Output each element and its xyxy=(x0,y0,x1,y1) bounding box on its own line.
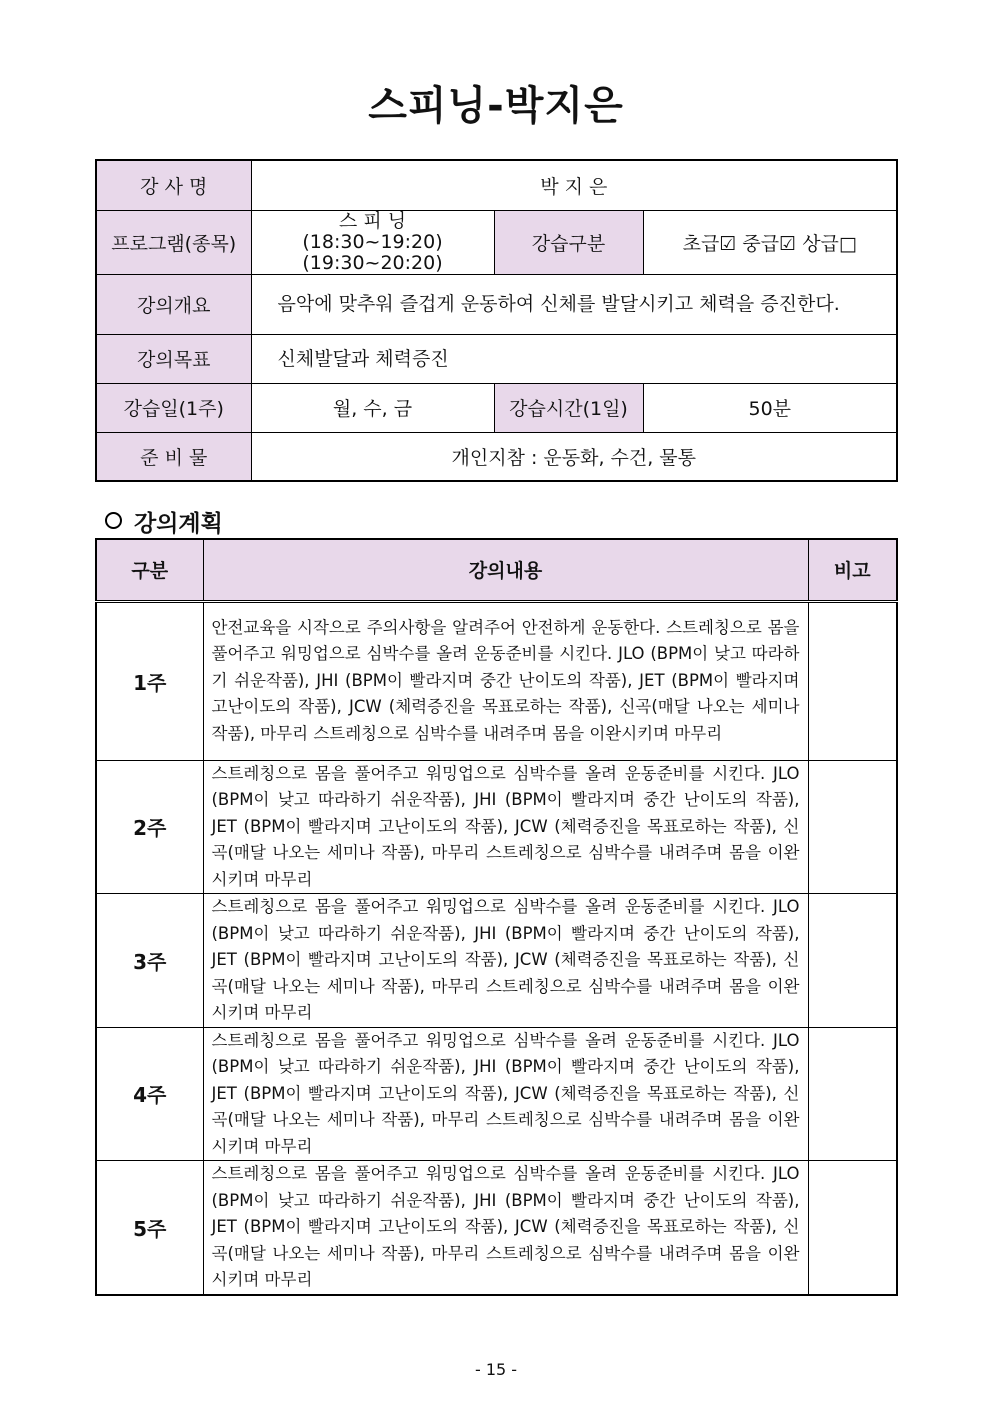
header-content: 강의내용 xyxy=(203,539,808,601)
lecture-plan-table xyxy=(95,538,898,1296)
goal-value: 신체발달과 체력증진 xyxy=(251,334,897,383)
level-value: 초급☑ 중급☑ 상급□ xyxy=(643,210,897,274)
program-name: 스 피 닝 xyxy=(338,209,407,232)
content-cell: 스트레칭으로 몸을 풀어주고 워밍업으로 심박수를 올려 운동준비를 시킨다. JLO (BPM이 낮고 따라하기 쉬운작품), JHI (BPM이 빨라지며 중간 난이도의 작품), JET (BPM이 빨라지며 고난이도의 작품), JCW (체력증진을 목표로하는 작품), 신곡(매달 나오는 세미나 작품), 마무리 스트레칭으로 심박수를 내려주며 몸을 이완시키며 마무리 xyxy=(203,1161,808,1295)
program-time-2: (19:30~20:20) xyxy=(302,251,443,274)
overview-label: 강의개요 xyxy=(96,274,251,334)
time-value: 50분 xyxy=(643,383,897,432)
note-cell xyxy=(808,1161,897,1295)
table-row xyxy=(96,1027,897,1161)
goal-label: 강의목표 xyxy=(96,334,251,383)
content-cell: 스트레칭으로 몸을 풀어주고 워밍업으로 심박수를 올려 운동준비를 시킨다. JLO (BPM이 낮고 따라하기 쉬운작품), JHI (BPM이 빨라지며 중간 난이도의 작품), JET (BPM이 빨라지며 고난이도의 작품), JCW (체력증진을 목표로하는 작품), 신곡(매달 나오는 세미나 작품), 마무리 스트레칭으로 심박수를 내려주며 몸을 이완시키며 마무리 xyxy=(203,1027,808,1161)
instructor-label: 강 사 명 xyxy=(96,160,251,210)
level-label: 강습구분 xyxy=(494,210,643,274)
table-row xyxy=(96,760,897,894)
table-row xyxy=(96,894,897,1028)
days-label: 강습일(1주) xyxy=(96,383,251,432)
content-cell: 안전교육을 시작으로 주의사항을 알려주어 안전하게 운동한다. 스트레칭으로 몸을 풀어주고 워밍업으로 심박수를 올려 운동준비를 시킨다. JLO (BPM이 낮고 따라하기 쉬운작품), JHI (BPM이 빨라지며 중간 난이도의 작품), JET (BPM이 빨라지며 고난이도의 작품), JCW (체력증진을 목표로하는 작품), 신곡(매달 나오는 세미나 작품), 마무리 스트레칭으로 심박수를 내려주며 몸을 이완시키며 마무리 xyxy=(203,601,808,760)
note-cell xyxy=(808,760,897,894)
instructor-value: 박 지 은 xyxy=(251,160,897,210)
note-cell xyxy=(808,894,897,1028)
program-label: 프로그램(종목) xyxy=(96,210,251,274)
week-cell: 4주 xyxy=(96,1027,203,1161)
content-cell: 스트레칭으로 몸을 풀어주고 워밍업으로 심박수를 올려 운동준비를 시킨다. JLO (BPM이 낮고 따라하기 쉬운작품), JHI (BPM이 빨라지며 중간 난이도의 작품), JET (BPM이 빨라지며 고난이도의 작품), JCW (체력증진을 목표로하는 작품), 신곡(매달 나오는 세미나 작품), 마무리 스트레칭으로 심박수를 내려주며 몸을 이완시키며 마무리 xyxy=(203,894,808,1028)
table-row xyxy=(96,601,897,760)
week-cell: 5주 xyxy=(96,1161,203,1295)
supplies-value: 개인지참 : 운동화, 수건, 물통 xyxy=(251,432,897,481)
week-cell: 3주 xyxy=(96,894,203,1028)
program-time-1: (18:30~19:20) xyxy=(302,230,443,253)
header-note: 비고 xyxy=(808,539,897,601)
section-title: 강의계획 xyxy=(134,511,223,537)
week-cell: 1주 xyxy=(96,601,203,760)
week-cell: 2주 xyxy=(96,760,203,894)
note-cell xyxy=(808,1027,897,1161)
content-cell: 스트레칭으로 몸을 풀어주고 워밍업으로 심박수를 올려 운동준비를 시킨다. JLO (BPM이 낮고 따라하기 쉬운작품), JHI (BPM이 빨라지며 중간 난이도의 작품), JET (BPM이 빨라지며 고난이도의 작품), JCW (체력증진을 목표로하는 작품), 신곡(매달 나오는 세미나 작품), 마무리 스트레칭으로 심박수를 내려주며 몸을 이완시키며 마무리 xyxy=(203,760,808,894)
circle-bullet-icon xyxy=(105,512,122,529)
page-title: 스피닝-박지은 xyxy=(368,83,624,129)
program-value xyxy=(251,210,494,274)
days-value: 월, 수, 금 xyxy=(251,383,494,432)
section-heading xyxy=(105,505,223,538)
overview-value: 음악에 맞추워 즐겁게 운동하여 신체를 발달시키고 체력을 증진한다. xyxy=(251,274,897,334)
supplies-label: 준 비 물 xyxy=(96,432,251,481)
course-info-table xyxy=(95,159,898,482)
time-label: 강습시간(1일) xyxy=(494,383,643,432)
page-number: - 15 - xyxy=(474,1360,518,1379)
note-cell xyxy=(808,601,897,760)
table-row xyxy=(96,1161,897,1295)
header-week: 구분 xyxy=(96,539,203,601)
